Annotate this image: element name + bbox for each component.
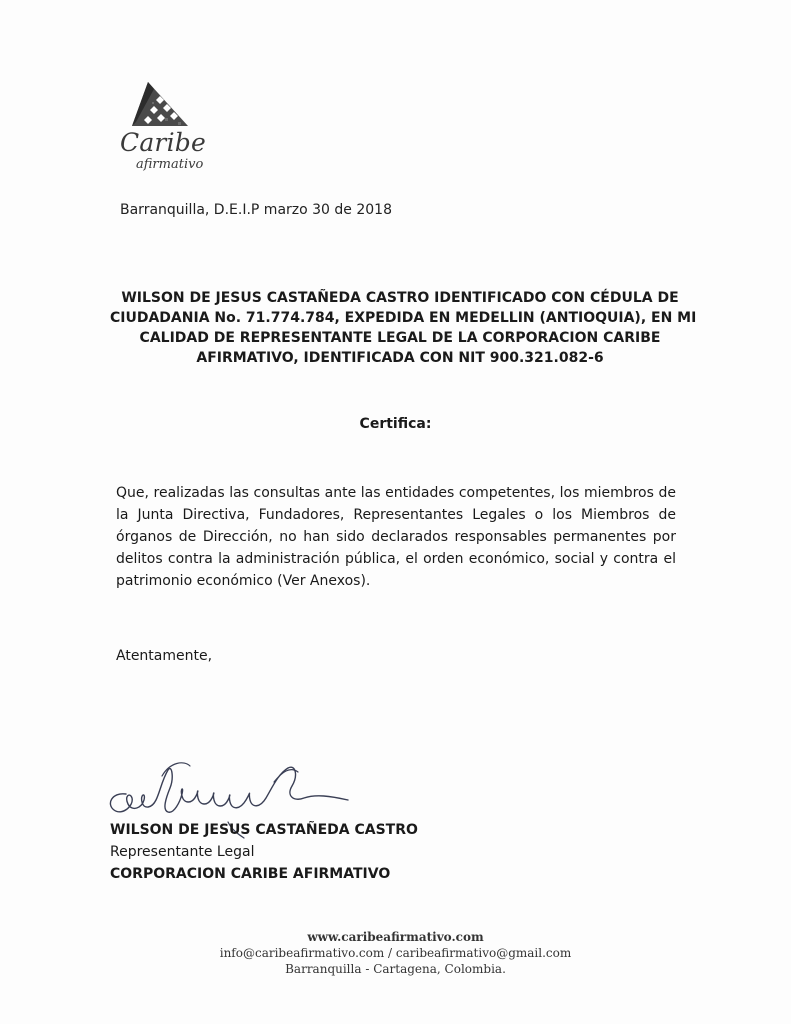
signer-role: Representante Legal	[110, 844, 255, 860]
heading-line: WILSON DE JESUS CASTAÑEDA CASTRO IDENTIFICADO CON CÉDULA DE	[121, 290, 679, 306]
logo-name: Caribe	[120, 128, 206, 157]
footer-emails: info@caribeafirmativo.com / caribeafirmativo@gmail.com	[219, 946, 572, 960]
heading-line: AFIRMATIVO, IDENTIFICADA CON NIT 900.321.082-6	[196, 350, 604, 366]
letter-heading	[110, 288, 697, 368]
heading-line: CALIDAD DE REPRESENTANTE LEGAL DE LA CORPORACION CARIBE	[139, 330, 661, 346]
signer-organization: CORPORACION CARIBE AFIRMATIVO	[110, 866, 391, 882]
caribe-afirmativo-logo	[120, 78, 210, 178]
footer-location: Barranquilla - Cartagena, Colombia.	[285, 962, 506, 976]
signer-name: WILSON DE JESUS CASTAÑEDA CASTRO	[110, 822, 418, 838]
footer-website: www.caribeafirmativo.com	[307, 930, 484, 944]
logo-subtitle: afirmativo	[136, 157, 204, 172]
letter-body: Que, realizadas las consultas ante las entidades competentes, los miembros de la Junta Directiva, Fundadores, Representantes Legales o los Miembros de órganos de Dirección, no han sido declarados responsables permanentes por delitos contra la administración pública, el orden económico, social y contra el patrimonio económico (Ver Anexos).	[116, 485, 676, 589]
letter-date: Barranquilla, D.E.I.P marzo 30 de 2018	[120, 202, 392, 218]
letter-closing: Atentamente,	[116, 648, 213, 664]
heading-line: CIUDADANIA No. 71.774.784, EXPEDIDA EN MEDELLIN (ANTIOQUIA), EN MI	[110, 310, 697, 326]
certifica-title: Certifica:	[359, 416, 432, 432]
logo-triangle-icon	[130, 78, 192, 128]
